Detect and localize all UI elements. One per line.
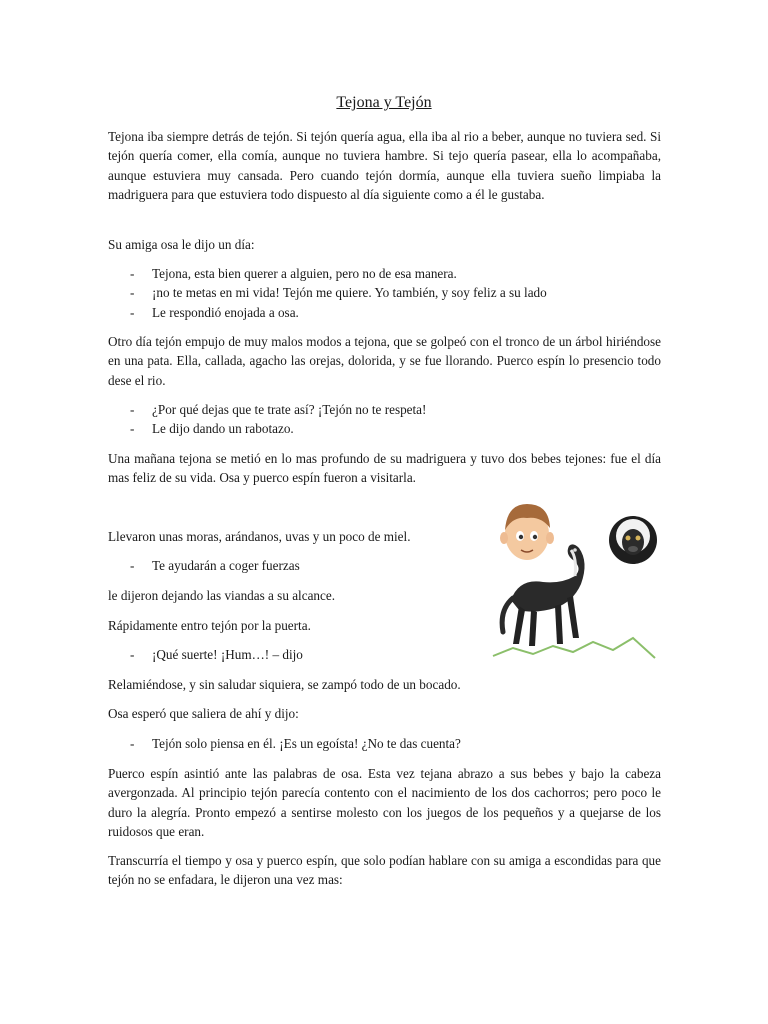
paragraph-7: Rápidamente entro tejón por la puerta.	[108, 618, 311, 633]
bullet-dash: -	[130, 285, 135, 301]
bullet-list-2	[108, 400, 661, 439]
list-item: - Tejona, esta bien querer a alguien, pero no de esa manera.	[108, 264, 661, 283]
paragraph-2: Su amiga osa le dijo un día:	[108, 237, 255, 252]
bullet-dash: -	[130, 304, 135, 320]
document-title: Tejona y Tejón	[336, 94, 432, 111]
bullet-list-5	[108, 734, 661, 753]
bullet-dash: -	[130, 558, 135, 573]
bullet-list-3	[108, 556, 408, 575]
bullet-list-1	[108, 264, 661, 322]
paragraph-1: Tejona iba siempre detrás de tejón. Si tejón quería agua, ella iba al rio a beber, aunque no tuviera sed. Si tejón quería comer, ella comía, aunque no tuviera hambre. Si tejo quería pasear, ella lo acompañaba, aunque estuviera muy cansada. Pero cuando tejón dormía, aunque ella tuviera sueño limpiaba la madriguera para que estuviera todo dispuesto al día siguiente como a él le gustaba.	[108, 129, 661, 203]
paragraph-3: Otro día tejón empujo de muy malos modos a tejona, que se golpeó con el tronco de un árbol hiriéndose en una pata. Ella, callada, agacho las orejas, dolorida, y se fue llorando. Puerco espín lo presencio todo dese el rio.	[108, 334, 661, 388]
bullet-dash: -	[130, 647, 135, 662]
list-item: - Le respondió enojada a osa.	[108, 303, 661, 322]
paragraph-11: Transcurría el tiempo y osa y puerco espín, que solo podían hablare con su amiga a escondidas para que tejón no se enfadara, le dijeron una vez mas:	[108, 853, 661, 888]
paragraph-8: Relamiéndose, y sin saludar siquiera, se zampó todo de un bocado.	[108, 677, 461, 692]
paragraph-9: Osa esperó que saliera de ahí y dijo:	[108, 706, 299, 721]
monkey-head-icon	[609, 516, 657, 564]
paragraph-4: Una mañana tejona se metió en lo mas profundo de su madriguera y tuvo dos bebes tejones: fue el día mas feliz de su vida. Osa y puerco espín fueron a visitarla.	[108, 451, 661, 486]
bullet-dash: -	[130, 402, 135, 417]
bullet-list-4	[108, 645, 408, 664]
bullet-dash: -	[130, 421, 135, 437]
paragraph-10: Puerco espín asintió ante las palabras de osa. Esta vez tejana abrazo a sus bebes y bajo la cabeza avergonzada. Al principio tejón parecía contento con el nacimiento de los dos cachorros; pero poco le duro la alegría. Pronto empezó a sentirse molesto con los juegos de los pequeños y a quejarse de los ruidosos que eran.	[108, 766, 661, 840]
paragraph-5: Llevaron unas moras, arándanos, uvas y un poco de miel.	[108, 529, 411, 544]
list-item: - Te ayudarán a coger fuerzas	[108, 556, 408, 575]
story-illustration	[423, 498, 663, 663]
bullet-dash: -	[130, 736, 135, 751]
list-item: - Tejón solo piensa en él. ¡Es un egoísta! ¿No te das cuenta?	[108, 734, 661, 753]
list-item: - ¡no te metas en mi vida! Tejón me quiere. Yo también, y soy feliz a su lado	[108, 283, 661, 302]
list-item: - ¿Por qué dejas que te trate así? ¡Tejón no te respeta!	[108, 400, 661, 419]
list-item: - ¡Qué suerte! ¡Hum…! – dijo	[108, 645, 408, 664]
list-item: - Le dijo dando un rabotazo.	[108, 419, 661, 438]
bullet-dash: -	[130, 266, 135, 281]
paragraph-6: le dijeron dejando las viandas a su alcance.	[108, 588, 336, 603]
